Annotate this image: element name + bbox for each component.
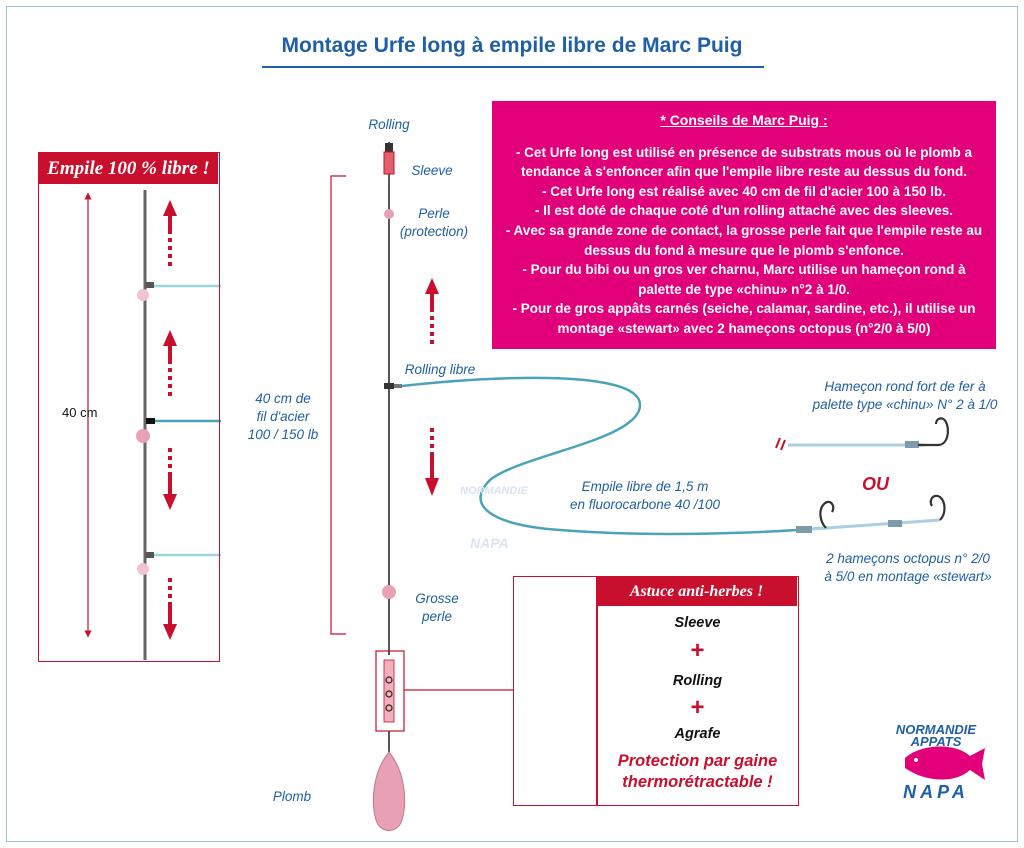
empile-label — [560, 478, 730, 514]
advice-line: - Cet Urfe long est utilisé en présence de substrats mous où le plomb a tendance à s'enfoncer afin que l'empile libre reste au dessus du fond. — [515, 144, 973, 180]
advice-line: - Pour de gros appâts carnés (seiche, calamar, sardine, etc.), il utilise un montage «stewart» avec 2 hameçons octopus (n°2/0 à 5/0) — [512, 301, 976, 336]
big-bead-icon — [382, 585, 396, 599]
tip-title: Astuce anti-herbes ! — [596, 577, 797, 606]
free-rolling-icon — [384, 383, 394, 389]
tip-item-rolling: Rolling — [672, 673, 723, 689]
perle-label-line-1: Perle — [418, 206, 450, 221]
round-hook-drawing — [776, 418, 948, 450]
sleeve-label: Sleeve — [411, 163, 453, 178]
advice-body — [500, 143, 988, 339]
octopus-hook-label-line-2: à 5/0 en montage «stewart» — [824, 569, 992, 584]
round-hook-label-line-2: palette type «chinu» N° 2 à 1/0 — [812, 397, 998, 412]
plus-icon: + — [690, 694, 705, 721]
advice-box — [492, 101, 996, 349]
page-title: Montage Urfe long à empile libre de Marc Puig — [281, 34, 743, 57]
chinu-hook-icon — [918, 418, 948, 445]
grosse-perle-label-line-1: Grosse — [415, 591, 459, 606]
tip-item-sleeve: Sleeve — [674, 615, 721, 631]
empile-libre-title: Empile 100 % libre ! — [39, 153, 218, 184]
round-hook-label — [798, 378, 1012, 414]
stewart-hooks-drawing — [796, 496, 945, 533]
length-label-line-1: 40 cm de — [255, 391, 311, 406]
length-label — [236, 390, 330, 444]
advice-line: - Pour du bibi ou un gros ver charnu, Marc utilise un hameçon rond à palette de type «chinu» n°2 à 1/0. — [522, 262, 966, 297]
sleeve-icon — [384, 152, 394, 174]
measure-label: 40 cm — [62, 405, 98, 420]
octopus-hook-label — [808, 550, 1008, 586]
length-bracket — [331, 176, 346, 634]
plus-icon: + — [690, 637, 705, 664]
rolling-label: Rolling — [368, 117, 410, 132]
logo — [888, 724, 984, 802]
svg-text:NORMANDIE: NORMANDIE — [460, 485, 528, 497]
advice-line: - Cet Urfe long est réalisé avec 40 cm de fil d'acier 100 à 150 lb. — [542, 183, 946, 199]
advice-line: - Il est doté de chaque coté d'un rolling attaché avec des sleeves. — [534, 203, 954, 219]
octopus-hook-label-line-1: 2 hameçons octopus n° 2/0 — [826, 551, 990, 566]
tip-note: Protection par gaine thermorétractable ! — [617, 752, 778, 791]
round-hook-label-line-1: Hameçon rond fort de fer à — [824, 379, 986, 394]
plomb-label: Plomb — [272, 789, 312, 804]
lead-weight-icon — [373, 752, 404, 831]
logo-brand-text: NORMANDIE APPATS — [895, 722, 977, 749]
length-label-line-2: fil d'acier — [256, 409, 310, 424]
ou-label: OU — [862, 474, 889, 494]
svg-text:NAPA: NAPA — [470, 535, 509, 551]
advice-line: - Avec sa grande zone de contact, la grosse perle fait que l'empile reste au dessus du fond à mesure que le plomb s'enfonce. — [505, 222, 983, 258]
perle-label-line-2: (protection) — [399, 224, 469, 239]
perle-label — [392, 205, 476, 241]
length-label-line-3: 100 / 150 lb — [247, 427, 319, 442]
tip-item-agrafe: Agrafe — [674, 726, 721, 742]
rolling-libre-label: Rolling libre — [404, 362, 476, 377]
grosse-perle-label-line-2: perle — [421, 609, 453, 624]
empile-label-line-2: en fluorocarbone 40 /100 — [569, 497, 721, 512]
grosse-perle-label — [404, 590, 470, 626]
octopus-hook-2-icon — [931, 496, 945, 520]
logo-napa-text: NAPA — [903, 782, 969, 802]
empile-label-line-1: Empile libre de 1,5 m — [581, 479, 709, 494]
tip-box — [513, 576, 799, 806]
advice-heading: * Conseils de Marc Puig : — [660, 112, 828, 128]
octopus-hook-1-icon — [820, 502, 833, 528]
